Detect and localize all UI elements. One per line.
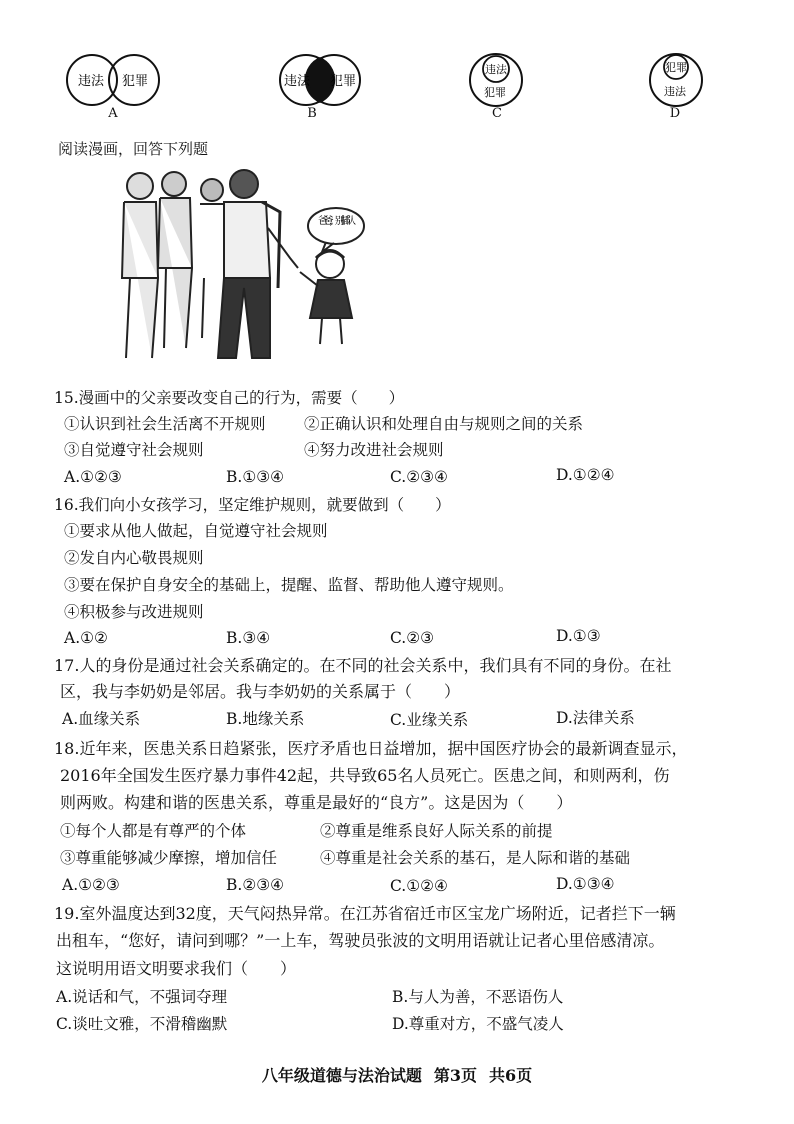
venn-option-b — [270, 52, 370, 108]
q15-statement-1: ①认识到社会生活离不开规则 — [64, 415, 266, 433]
q17-option-a: A.血缘关系 — [62, 710, 141, 728]
q18-option-a: A.①②③ — [62, 876, 120, 894]
venn-a-letter: A — [108, 106, 118, 121]
q16-option-d: D.①③ — [556, 627, 601, 645]
q15-option-a: A.①②③ — [64, 468, 122, 486]
q19-option-a: A.说话和气，不强词夺理 — [56, 988, 228, 1006]
q17-option-c: C.业缘关系 — [390, 711, 469, 729]
q18-stem-line-1: 18.近年来，医患关系日趋紧张，医疗矛盾也日益增加，据中国医疗协会的最新调查显示， — [54, 739, 688, 758]
footer-total: 共6页 — [489, 1066, 533, 1085]
q16-option-c: C.②③ — [390, 629, 435, 647]
q15-option-d: D.①②④ — [556, 466, 615, 484]
footer-page: 第3页 — [433, 1066, 477, 1085]
q16-option-b: B.③④ — [226, 629, 271, 647]
venn-c-inner-label: 违法 — [485, 63, 507, 76]
q15-statement-3: ③自觉遵守社会规则 — [64, 441, 204, 459]
q19-option-d: D.尊重对方，不盛气凌人 — [392, 1015, 564, 1033]
q18-stem-line-2: 2016年全国发生医疗暴力事件42起，共导致65名人员死亡。医患之间，和则两利，伤 — [60, 766, 670, 785]
q17-stem-line-2: 区，我与李奶奶是邻居。我与李奶奶的关系属于（ ） — [60, 682, 461, 701]
venn-option-c — [466, 52, 526, 108]
q15-option-c: C.②③④ — [390, 468, 448, 486]
venn-option-a — [64, 52, 164, 108]
venn-d-inner-label: 犯罪 — [665, 61, 687, 74]
q16-statement-2: ②发自内心敬畏规则 — [64, 549, 204, 567]
comic-speech-text: 爸爸，别插队 — [318, 216, 356, 227]
q17-option-d: D.法律关系 — [556, 709, 635, 727]
venn-c-outer-label: 犯罪 — [484, 86, 506, 99]
venn-d-outer-label: 违法 — [664, 85, 686, 98]
footer-title: 八年级道德与法治试题 — [261, 1066, 422, 1085]
venn-b-right-label: 犯罪 — [330, 74, 357, 89]
q16-option-a: A.①② — [64, 629, 108, 647]
q18-statement-2: ②尊重是维系良好人际关系的前提 — [320, 822, 553, 840]
q17-stem-line-1: 17.人的身份是通过社会关系确定的。在不同的社会关系中，我们具有不同的身份。在社 — [54, 656, 672, 675]
q19-stem-line-1: 19.室外温度达到32度，天气闷热异常。在江苏省宿迁市区宝龙广场附近，记者拦下一辆 — [54, 904, 676, 923]
q18-option-d: D.①③④ — [556, 875, 615, 893]
q18-statement-1: ①每个人都是有尊严的个体 — [60, 822, 247, 840]
q19-stem-line-2: 出租车，“您好，请问到哪？”一上车，驾驶员张波的文明用语就让记者心里倍感清凉。 — [56, 931, 665, 950]
q16-stem: 16.我们向小女孩学习，坚定维护规则，就要做到（ ） — [54, 496, 451, 514]
comic-illustration — [112, 168, 372, 364]
comic-heading: 阅读漫画，回答下列题 — [58, 140, 209, 158]
q18-option-c: C.①②④ — [390, 877, 448, 895]
page-footer — [0, 1063, 794, 1086]
q15-option-b: B.①③④ — [226, 468, 285, 486]
venn-option-d — [646, 52, 706, 108]
q15-statement-4: ④努力改进社会规则 — [304, 441, 444, 459]
q17-option-b: B.地缘关系 — [226, 710, 305, 728]
q15-stem: 15.漫画中的父亲要改变自己的行为，需要（ ） — [54, 389, 405, 407]
venn-d-letter: D — [669, 106, 681, 121]
venn-c-letter: C — [492, 106, 502, 121]
q18-statement-4: ④尊重是社会关系的基石，是人际和谐的基础 — [320, 849, 631, 867]
q15-statement-2: ②正确认识和处理自由与规则之间的关系 — [304, 415, 584, 433]
venn-b-letter: B — [307, 106, 317, 121]
venn-a-left-label: 违法 — [78, 74, 105, 89]
q19-stem-line-3: 这说明用语文明要求我们（ ） — [56, 959, 297, 978]
q16-statement-3: ③要在保护自身安全的基础上，提醒、监督、帮助他人遵守规则。 — [64, 576, 514, 594]
q19-option-c: C.谈吐文雅，不滑稽幽默 — [56, 1015, 228, 1033]
q18-statement-3: ③尊重能够减少摩擦，增加信任 — [60, 849, 278, 867]
q16-statement-4: ④积极参与改进规则 — [64, 603, 204, 621]
venn-a-right-label: 犯罪 — [122, 74, 149, 89]
venn-b-left-label: 违法 — [284, 74, 311, 89]
q18-option-b: B.②③④ — [226, 876, 285, 894]
q18-stem-line-3: 则两败。构建和谐的医患关系，尊重是最好的“良方”。这是因为（ ） — [60, 793, 573, 812]
q16-statement-1: ①要求从他人做起，自觉遵守社会规则 — [64, 522, 328, 540]
q19-option-b: B.与人为善，不恶语伤人 — [392, 988, 564, 1006]
